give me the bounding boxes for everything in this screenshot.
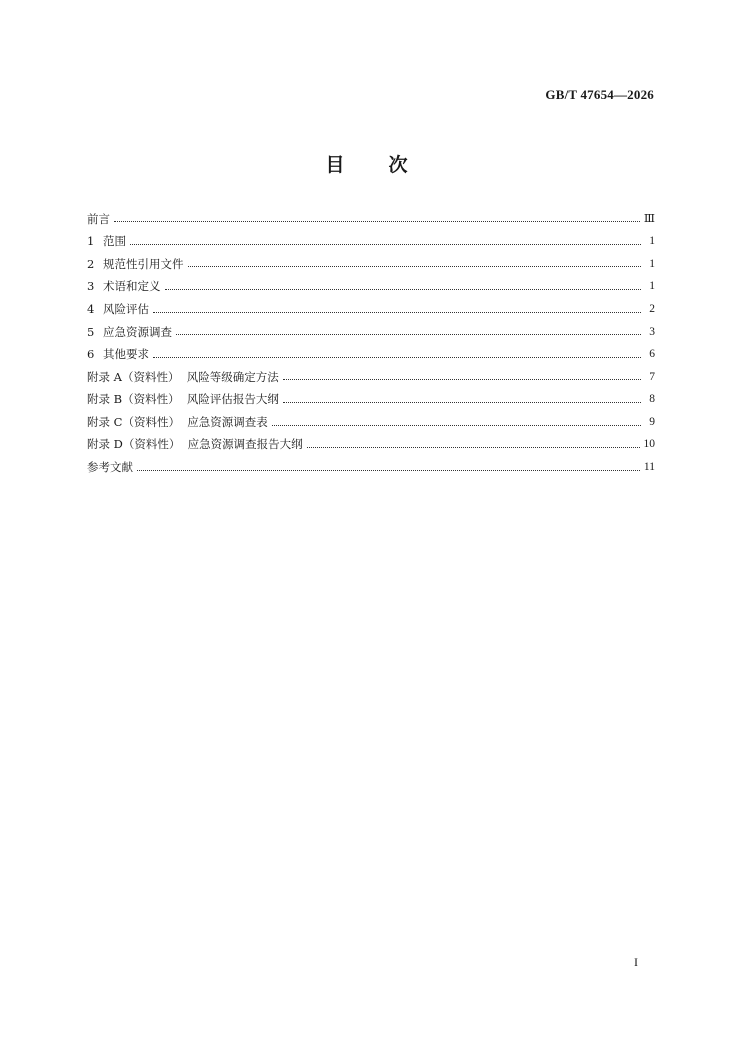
toc-entry[interactable]: [87, 231, 655, 254]
toc-entry[interactable]: [87, 344, 655, 367]
toc-dot-leader: [153, 356, 641, 358]
toc-entry-page: 8: [649, 393, 655, 406]
toc-dot-leader: [283, 401, 641, 403]
toc-entry-label: 附录 B（资料性） 风险评估报告大纲: [87, 392, 279, 407]
toc-entry[interactable]: [87, 366, 655, 389]
toc-dot-leader: [114, 220, 640, 222]
standard-code: GB/T 47654—2026: [545, 87, 654, 102]
toc-entry-page: Ⅲ: [643, 212, 655, 225]
toc-entry-number: 5: [87, 324, 95, 339]
toc-entry[interactable]: [87, 411, 655, 434]
toc-entry-page: 6: [649, 348, 655, 361]
toc-entry-label: 附录 A（资料性） 风险等级确定方法: [87, 369, 279, 384]
toc-entry-label: 术语和定义: [103, 279, 161, 294]
toc-dot-leader: [176, 333, 641, 335]
toc-entry-page: 1: [649, 280, 655, 293]
toc-entry-page: 9: [649, 415, 655, 428]
toc-dot-leader: [283, 378, 641, 380]
page-title: [0, 150, 733, 177]
toc-entry-label: 前言: [87, 211, 110, 226]
toc-entry-label: 规范性引用文件: [103, 256, 184, 271]
toc-dot-leader: [137, 469, 640, 471]
toc-entry-number: 6: [87, 347, 95, 362]
toc-entry[interactable]: [87, 253, 655, 276]
toc-dot-leader: [165, 288, 642, 290]
toc-entry-page: 2: [649, 302, 655, 315]
toc-entry-label: 其他要求: [103, 347, 149, 362]
toc-entry[interactable]: [87, 434, 655, 457]
toc-entry-page: 3: [649, 325, 655, 338]
toc-entry-number: 2: [87, 256, 95, 271]
toc-dot-leader: [130, 243, 641, 245]
toc-dot-leader: [307, 446, 640, 448]
page-title-char-1: 目: [325, 154, 345, 176]
toc-entry[interactable]: [87, 298, 655, 321]
toc-entry[interactable]: [87, 276, 655, 299]
table-of-contents: [87, 208, 655, 479]
toc-dot-leader: [188, 265, 642, 267]
toc-entry-page: 10: [643, 438, 655, 451]
toc-entry-label: 参考文献: [87, 460, 133, 475]
toc-entry-label: 附录 D（资料性） 应急资源调查报告大纲: [87, 437, 303, 452]
toc-entry-number: 3: [87, 279, 95, 294]
toc-entry-label: 应急资源调查: [103, 324, 172, 339]
toc-entry-page: 11: [643, 461, 655, 474]
toc-entry-number: 4: [87, 301, 95, 316]
toc-entry-page: 1: [649, 257, 655, 270]
toc-entry[interactable]: [87, 321, 655, 344]
toc-entry[interactable]: [87, 457, 655, 480]
toc-entry[interactable]: [87, 389, 655, 412]
page-title-char-2: 次: [388, 154, 408, 176]
toc-entry-number: 1: [87, 234, 95, 249]
toc-entry-page: 1: [649, 235, 655, 248]
toc-entry[interactable]: [87, 208, 655, 231]
toc-entry-label: 范围: [103, 234, 126, 249]
page-number: I: [634, 955, 638, 969]
toc-entry-label: 风险评估: [103, 301, 149, 316]
toc-entry-label: 附录 C（资料性） 应急资源调查表: [87, 414, 268, 429]
toc-entry-page: 7: [649, 370, 655, 383]
toc-dot-leader: [272, 424, 641, 426]
toc-dot-leader: [153, 311, 641, 313]
